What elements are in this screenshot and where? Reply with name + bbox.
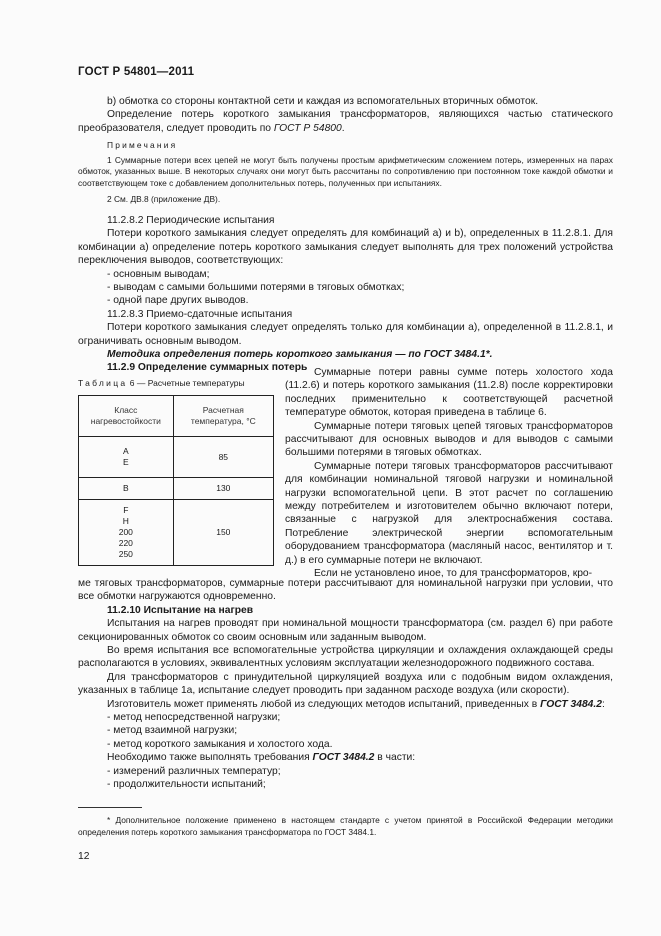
paragraph: Потери короткого замыкания следует определять только для комбинации а), определенной в 11.2.8.1, и ограничивать основным выводом. [78, 322, 613, 347]
temperature-table [78, 395, 274, 566]
footnote: * Дополнительное положение применено в настоящем стандарте с учетом принятой в Российской Федерации методики определения потерь короткого замыкания трансформатора по ГОСТ 3484.1. [78, 815, 613, 837]
list-item: - одной паре других выводов. [107, 295, 249, 307]
note-1: 1 Суммарные потери всех цепей не могут быть получены простым арифметическим сложением потерь, измеренных на парах обмоток, указанных выше. В некоторых случаях они могут быть рассчитаны по сопротивлению при постоянном токе каждой обмотки и соответствующем токе с добавлением дополнительных потерь, полученных при испытаниях. [78, 154, 613, 188]
paragraph: Необходимо также выполнять требования ГОСТ 3484.2 в части: [107, 752, 416, 764]
notes-block [78, 140, 613, 206]
list-item: - метод непосредственной нагрузки; [107, 712, 281, 724]
gost-3484-2-ref: ГОСТ 3484.2 [540, 698, 602, 710]
table-cell: B [79, 478, 174, 500]
table-caption: Таблица 6 — Расчетные температуры [78, 378, 245, 388]
note-2: 2 См. ДВ.8 (приложение ДВ). [107, 194, 221, 205]
list-item: - метод взаимной нагрузки; [107, 725, 238, 737]
paragraph: Во время испытания все вспомогательные устройства циркуляции и охлаждения охлаждающей среды располагаются в условиях, эквивалентных условиям эксплуатации железнодорожного подвижного состава. [78, 645, 613, 670]
table-cell: 85 [173, 437, 273, 478]
paragraph: Суммарные потери тяговых трансформаторов рассчитывают для комбинации номинальной тяговой нагрузки и номинальной нагрузки вспомогательной цепи. В этот расчет по соглашению между потребителем и изготовителем обычно включают потери, связанные с нагрузкой для электроснабжения состава. Потребление электрической энергии вспомогательным оборудованием трансформатора (масляный насос, вентилятор и т. д.) в его суммарные потери не включают. [285, 460, 613, 566]
method-line: Методика определения потерь короткого замыкания — по ГОСТ 3484.1*. [107, 349, 493, 361]
section-11-2-9-body [285, 366, 613, 581]
section-heading: 11.2.8.3 Приемо-сдаточные испытания [107, 308, 293, 320]
intro-section [78, 95, 613, 135]
column-header: Расчетная температура, °С [173, 396, 273, 437]
intro-paragraph: Определение потерь короткого замыкания трансформаторов, являющихся частью статического преобразователя, следует проводить по ГОСТ Р 54800. [78, 109, 613, 134]
paragraph: Суммарные потери равны сумме потерь холостого хода (11.2.6) и потерь короткого замыкания (11.2.8) после корректировки последних применительно к соответствующей расчетной температуре обмоток, которая приведена в таблице 6. [285, 367, 613, 419]
column-header: Класс нагревостойкости [79, 396, 174, 437]
paragraph: Для трансформаторов с принудительной циркуляцией воздуха или с подобным видом охлаждения, указанных в таблице 1а, испытание следует проводить при заданном расходе воздуха (или скорости). [78, 671, 613, 697]
section-heading: 11.2.9 Определение суммарных потерь [107, 362, 308, 374]
page-number: 12 [78, 851, 90, 862]
list-item: - выводам с самыми большими потерями в тяговых обмотках; [107, 282, 405, 294]
paragraph: Изготовитель может применять любой из следующих методов испытаний, приведенных в ГОСТ 3484.2: [107, 698, 605, 710]
document-header: ГОСТ Р 54801—2011 [78, 66, 195, 78]
footnote-divider [78, 807, 142, 808]
gost-54800-ref: ГОСТ Р 54800 [273, 122, 342, 134]
list-item: - продолжительности испытаний; [107, 779, 266, 791]
notes-title: Примечания [107, 140, 178, 150]
section-heading: 11.2.10 Испытание на нагрев [107, 604, 254, 616]
paragraph: Если не установлено иное, то для трансформаторов, кро- [314, 568, 593, 580]
gost-3484-2-ref: ГОСТ 3484.2 [312, 752, 375, 764]
table-cell: F H 200 220 250 [79, 500, 174, 566]
section-11-2-8-2 [78, 214, 613, 375]
paragraph: Испытания на нагрев проводят при номинальной мощности трансформатора (см. раздел 6) при работе секционированных обмоток со своим основным или заданным выводом. [78, 618, 613, 643]
table-cell: 150 [173, 500, 273, 566]
table-cell: A E [79, 437, 174, 478]
paragraph: Потери короткого замыкания следует определять для комбинаций а) и b), определенных в 11.2.8.1. Для комбинации а) определение потерь короткого замыкания следует выполнять для трех положений устройства переключения выводов, соответствующих: [78, 228, 613, 267]
section-heading: 11.2.8.2 Периодические испытания [107, 215, 275, 226]
list-item: - основным выводам; [107, 268, 210, 280]
paragraph: Суммарные потери тяговых цепей тяговых трансформаторов рассчитывают для основных выводов и для выводов с самыми большими потерями в тяговых обмотках. [285, 420, 613, 459]
paragraph: ме тяговых трансформаторов, суммарные потери рассчитывают для номинальной нагрузки при условии, что все обмотки нагружаются одновременно. [78, 578, 613, 603]
table-cell: 130 [173, 478, 273, 500]
list-item: - метод короткого замыкания и холостого хода. [107, 738, 333, 750]
item-b: b) обмотка со стороны контактной сети и каждая из вспомогательных вторичных обмоток. [107, 96, 539, 107]
table-6-block [78, 378, 274, 566]
section-11-2-10 [78, 577, 613, 792]
list-item: - измерений различных температур; [107, 765, 281, 777]
